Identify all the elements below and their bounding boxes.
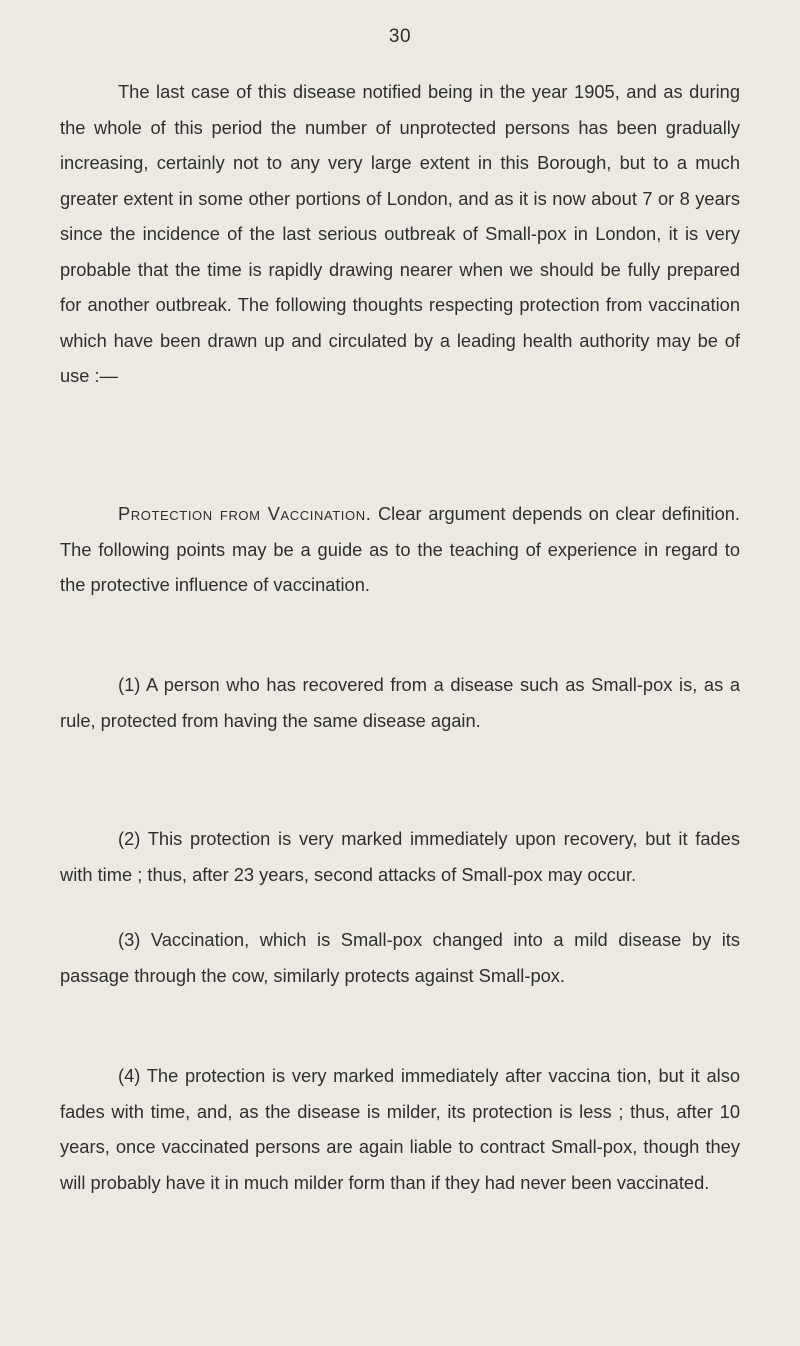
point-2-paragraph: (2) This protection is very marked immediately upon recovery, but it fades with time ; thus, after 23 years, second attacks of Small-pox may occur.: [60, 828, 740, 885]
protection-body: Clear argument depends on clear definition. The following points may be a guide as to the teaching of experience in regard to the protective influence of vaccination.: [60, 503, 740, 595]
page-number: 30: [388, 26, 412, 47]
point-1-paragraph: (1) A person who has recovered from a disease such as Small-pox is, as a rule, protected from having the same disease again.: [60, 674, 740, 731]
point-4-paragraph: (4) The protection is very marked immediately after vaccina tion, but it also fades with time, and, as the disease is milder, its protection is less ; thus, after 10 years, once vaccinated persons are again liable to contract Small-pox, though they will probably have it in much milder form than if they had never been vaccinated.: [60, 1065, 740, 1193]
protection-heading: Protection from Vaccination.: [118, 503, 372, 524]
intro-paragraph: The last case of this disease notified being in the year 1905, and as during the whole of this period the number of unprotected persons has been gradually increasing, certainly not to any very large extent in this Borough, but to a much greater extent in some other portions of London, and as it is now about 7 or 8 years since the incidence of the last serious outbreak of Small-pox in London, it is very probable that the time is rapidly drawing nearer when we should be fully prepared for another outbreak. The following thoughts respecting protection from vaccination which have been drawn up and circulated by a leading health authority may be of use :—: [60, 81, 740, 386]
point-3-paragraph: (3) Vaccination, which is Small-pox changed into a mild disease by its passage through the cow, similarly protects against Small-pox.: [60, 929, 740, 986]
protection-paragraph: [60, 496, 740, 603]
